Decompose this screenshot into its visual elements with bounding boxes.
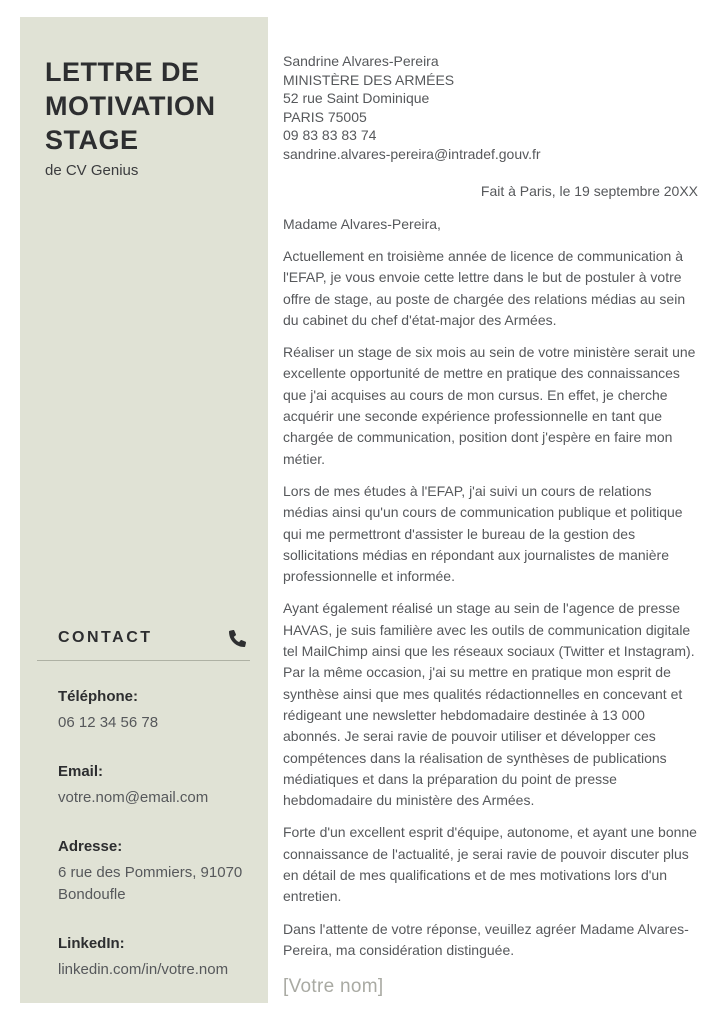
letter-paragraph: Forte d'un excellent esprit d'équipe, autonome, et ayant une bonne connaissance de l'actualité, je serai ravie de pouvoir discuter plus en détail de mes qualifications et de mes motivations lors d'un entretien.: [283, 824, 697, 905]
sender-name: Sandrine Alvares-Pereira: [283, 53, 439, 69]
letter-paragraph: Actuellement en troisième année de licence de communication à l'EFAP, je vous envoie cette lettre dans le but de postuler à votre offre de stage, au poste de chargée des relations médias au sein du cabinet du chef d'état-major des Armées.: [283, 248, 686, 328]
sidebar: [20, 17, 268, 1003]
contact-items: [37, 688, 250, 981]
contact-heading: CONTACT: [58, 629, 153, 646]
contact-item-value: linkedin.com/in/votre.nom: [58, 961, 229, 978]
letter-paragraph: Ayant également réalisé un stage au sein de l'agence de presse HAVAS, je suis familière avec les outils de communication digitale tel MailChimp ainsi que les réseaux sociaux (Twitter et Instagram). Par la même occasion, j'ai su mettre en pratique mon esprit de synthèse ainsi que mes qualités rédactionnelles en concevant et rédigeant une newsletter hebdomadaire destinée à 13 000 abonnés. Je serai ravie de pouvoir utiliser et développer ces compétences dans la réalisation de synthèses de publications médiatiques et dans la préparation du point de presse hebdomadaire du ministère des Armées.: [283, 600, 695, 809]
signature-placeholder: [Votre nom]: [283, 976, 384, 998]
document-subtitle: de CV Genius: [45, 162, 139, 179]
sender-block: [283, 52, 698, 163]
sender-street: 52 rue Saint Dominique: [283, 90, 430, 106]
contact-item-label: Adresse:: [58, 838, 123, 855]
sender-email: sandrine.alvares-pereira@intradef.gouv.fr: [283, 145, 541, 162]
contact-item-email: [58, 763, 244, 809]
letter-body: [283, 52, 698, 998]
date-line: Fait à Paris, le 19 septembre 20XX: [480, 183, 698, 199]
letter-paragraph: Réaliser un stage de six mois au sein de votre ministère serait une excellente opportunité de mettre en pratique des connaissances que j'ai acquises au cours de mon cursus. En effet, je cherche acquérir une seconde expérience professionnelle en tant que chargée de communication, position dont j'espère en faire mon métier.: [283, 344, 696, 467]
contact-item-value: 06 12 34 56 78: [58, 714, 159, 731]
sender-phone: 09 83 83 83 74: [283, 127, 377, 143]
contact-item-phone: [58, 688, 244, 734]
contact-item-label: Email:: [58, 763, 104, 780]
salutation: Madame Alvares-Pereira,: [283, 216, 441, 232]
sender-city: PARIS 75005: [283, 108, 367, 125]
sender-organization: MINISTÈRE DES ARMÉES: [283, 71, 455, 88]
contact-divider: [37, 660, 250, 661]
contact-item-value: votre.nom@email.com: [58, 789, 209, 806]
contact-item-linkedin: [58, 935, 244, 981]
contact-item-address: [58, 838, 244, 906]
contact-section: [37, 629, 250, 1010]
contact-item-label: LinkedIn:: [58, 935, 125, 952]
contact-header: [37, 629, 250, 647]
document-title: LETTRE DE MOTIVATION STAGE: [45, 57, 216, 155]
letter-paragraph: Dans l'attente de votre réponse, veuillez agréer Madame Alvares-Pereira, ma considération distinguée.: [283, 920, 689, 958]
contact-item-value: 6 rue des Pommiers, 91070 Bondoufle: [58, 864, 243, 903]
title-block: [20, 17, 268, 179]
phone-icon: [229, 630, 246, 647]
contact-item-label: Téléphone:: [58, 688, 139, 705]
letter-paragraph: Lors de mes études à l'EFAP, j'ai suivi un cours de relations médias ainsi qu'un cours de communication publique et politique qui me permettront d'assister le bureau de la gestion des sollicitations médias en répondant aux journalistes de manière professionnelle et informée.: [283, 482, 683, 585]
